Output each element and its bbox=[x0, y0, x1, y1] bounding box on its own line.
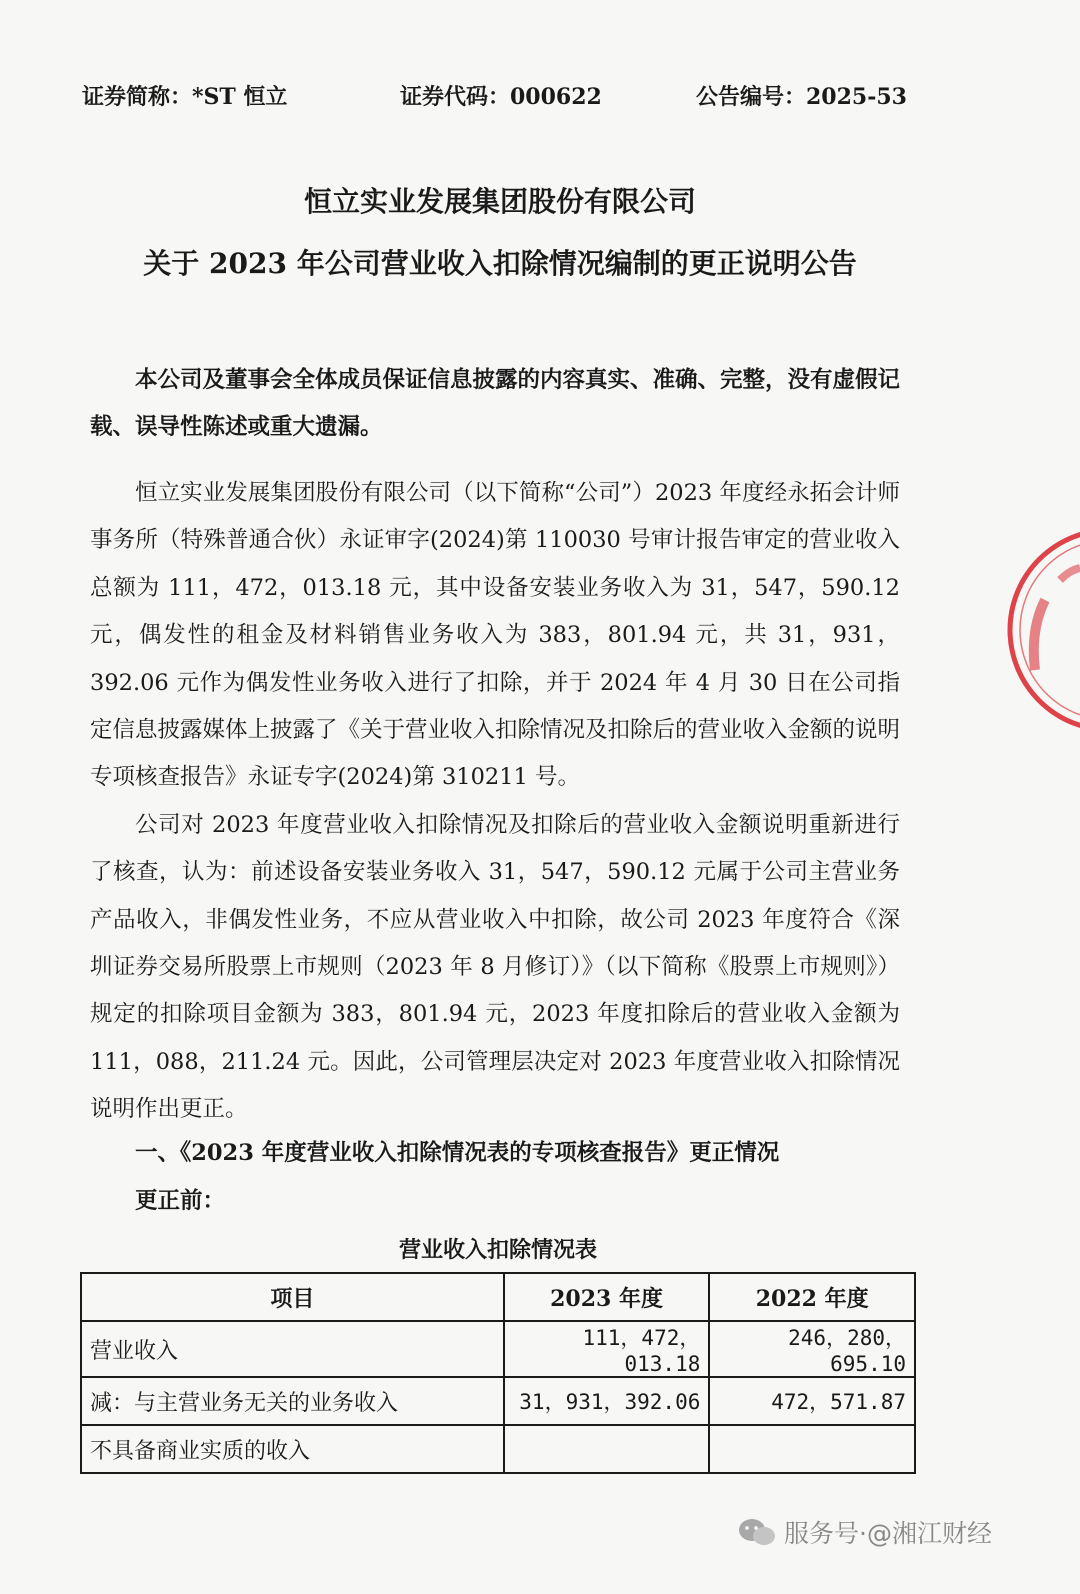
table-row bbox=[81, 1321, 915, 1377]
row-label: 减：与主营业务无关的业务收入 bbox=[81, 1377, 504, 1425]
watermark bbox=[738, 1512, 992, 1552]
value-2023: 31，931，392.06 bbox=[504, 1377, 710, 1425]
column-header: 项目 bbox=[81, 1273, 504, 1321]
stock-short-name: 证券简称：*ST 恒立 bbox=[82, 84, 288, 110]
value-2022: 246，280，695.10 bbox=[709, 1321, 915, 1377]
board-guarantee-paragraph bbox=[90, 357, 900, 452]
paragraph-text: 本公司及董事会全体成员保证信息披露的内容真实、准确、完整，没有虚假记载、误导性陈述或重大遗漏。 bbox=[90, 367, 901, 441]
row-label: 营业收入 bbox=[81, 1321, 504, 1377]
table-row bbox=[81, 1425, 915, 1473]
column-header: 2022 年度 bbox=[709, 1273, 915, 1321]
column-header: 2023 年度 bbox=[504, 1273, 710, 1321]
table-title: 营业收入扣除情况表 bbox=[398, 1237, 597, 1263]
main-body bbox=[90, 470, 900, 1134]
value-2023: 111，472，013.18 bbox=[504, 1321, 710, 1377]
stock-code: 证券代码：000622 bbox=[400, 84, 602, 110]
before-correction-label: 更正前： bbox=[135, 1188, 226, 1214]
company-title: 恒立实业发展集团股份有限公司 bbox=[303, 185, 696, 218]
section-heading: 一、《2023 年度营业收入扣除情况表的专项核查报告》更正情况 bbox=[135, 1140, 780, 1166]
row-label: 不具备商业实质的收入 bbox=[81, 1425, 504, 1473]
table-row bbox=[81, 1377, 915, 1425]
wechat-icon bbox=[738, 1517, 776, 1547]
table-header-row bbox=[81, 1273, 915, 1321]
paragraph-recheck: 公司对 2023 年度营业收入扣除情况及扣除后的营业收入金额说明重新进行了核查，认为：前述设备安装业务收入 31，547，590.12 元属于公司主营业务产品收入，非偶发性业务，不应从营业收入中扣除，故公司 2023 年度符合《深圳证券交易所股票上市规则（2023 年 8 月修订）》（以下简称《股票上市规则》）规定的扣除项目金额为 383，801.94 元，2023 年度扣除后的营业收入金额为 111，088，211.24 元。因此，公司管理层决定对 2023 年度营业收入扣除情况说明作出更正。 bbox=[90, 811, 900, 1123]
value-2022: 472，571.87 bbox=[709, 1377, 915, 1425]
announcement-number: 公告编号：2025-53 bbox=[696, 84, 907, 110]
announcement-header bbox=[82, 80, 910, 120]
revenue-deduction-table bbox=[80, 1272, 916, 1474]
company-seal bbox=[1000, 520, 1080, 740]
watermark-text: 服务号·@湘江财经 bbox=[784, 1519, 992, 1548]
value-2022 bbox=[709, 1425, 915, 1473]
value-2023 bbox=[504, 1425, 710, 1473]
paragraph-audit: 恒立实业发展集团股份有限公司（以下简称“公司”）2023 年度经永拓会计师事务所（特殊普通合伙）永证审字(2024)第 110030 号审计报告审定的营业收入总额为 111，472，013.18 元，其中设备安装业务收入为 31，547，590.12 元，偶发性的租金及材料销售业务收入为 383，801.94 元，共 31，931，392.06 元作为偶发性业务收入进行了扣除，并于 2024 年 4 月 30 日在公司指定信息披露媒体上披露了《关于营业收入扣除情况及扣除后的营业收入金额的说明专项核查报告》永证专字(2024)第 310211 号。 bbox=[90, 480, 901, 791]
announcement-title: 关于 2023 年公司营业收入扣除情况编制的更正说明公告 bbox=[143, 247, 857, 280]
